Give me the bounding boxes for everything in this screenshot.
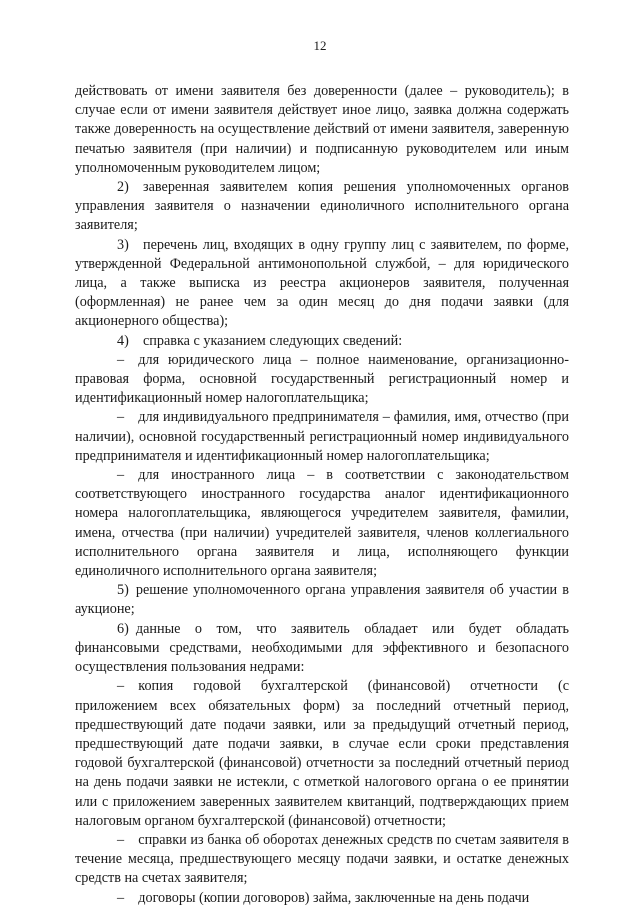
dash-item-annual-financial-statements: – копия годовой бухгалтерской (финансовой) отчетности (с приложением всех обязательных форм) за последний отчетный период, предшествующий дате подачи заявки, или за предыдущий отчетный период, предшествующий дате подачи заявки, в случае если сроки представления годовой бухгалтерской (финансовой) отчетности за последний отчетный период на день подачи заявки не истекли, с отметкой налогового органа о ее принятии или с приложением заверенных заявителем квитанций, подтверждающих прием налоговым органом бухгалтерской (финансовой) отчетности; [75,678,569,829]
paragraph-item-3: 3) перечень лиц, входящих в одну группу лиц с заявителем, по форме, утвержденной Федеральной антимонопольной службой, – для юридического лица, а также выписка из реестра акционеров заявителя, полученная (оформленная) не ранее чем за один месяц до дня подачи заявки (для акционерного общества); [75,236,569,330]
paragraph-item-2: 2) заверенная заявителем копия решения уполномоченных органов управления заявителя о назначении единоличного исполнительного органа заявителя; [75,179,569,234]
dash-item-bank-statements: – справки из банка об оборотах денежных средств по счетам заявителя в течение месяца, предшествующего месяцу подачи заявки, и остатке денежных средств на счетах заявителя; [75,831,569,887]
document-body [75,82,569,908]
page-number: 12 [313,38,327,53]
dash-item-legal-entity: – для юридического лица – полное наименование, организационно-правовая форма, основной государственный регистрационный номер и идентификационный номер налогоплательщика; [75,351,569,407]
dash-item-loan-agreements: – договоры (копии договоров) займа, заключенные на день подачи [117,889,530,906]
dash-item-foreign-entity: – для иностранного лица – в соответствии с законодательством соответствующего иностранного государства аналог идентификационного номера налогоплательщика, являющегося учредителем заявителя, фамилии, имена, отчества (при наличии) учредителей заявителя, членов коллегиального исполнительного органа заявителя и лица, исполняющего функции единоличного исполнительного органа заявителя; [75,467,569,580]
paragraph-item-6: 6) данные о том, что заявитель обладает или будет обладать финансовыми средствами, необходимыми для эффективного и безопасного осуществления пользования недрами: [75,620,569,676]
paragraph-item-5: 5) решение уполномоченного органа управления заявителя об участии в аукционе; [75,582,569,618]
paragraph-item-4: 4) справка с указанием следующих сведений: [117,332,403,349]
dash-item-individual-entrepreneur: – для индивидуального предпринимателя – фамилия, имя, отчество (при наличии), основной государственный регистрационный номер индивидуального предпринимателя и идентификационный номер налогоплательщика; [75,409,569,464]
paragraph-continuation: действовать от имени заявителя без доверенности (далее – руководитель); в случае если от имени заявителя действует иное лицо, заявка должна содержать также доверенность на осуществление действий от имени заявителя, заверенную печатью заявителя (при наличии) и подписанную руководителем или иным уполномоченным руководителем лицом; [75,83,569,176]
